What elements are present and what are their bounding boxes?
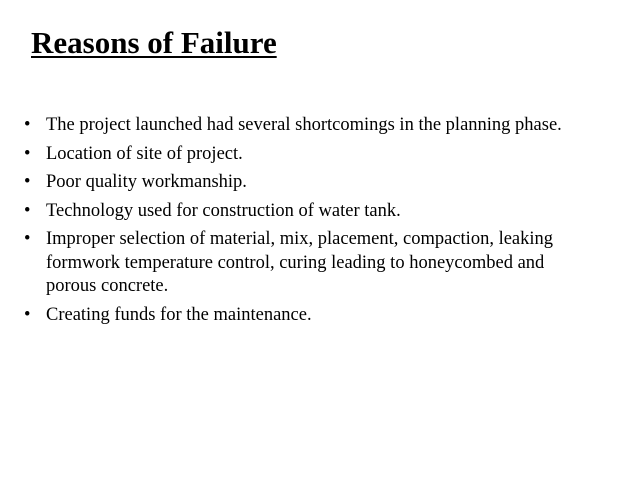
bullet-item — [24, 143, 589, 167]
bullet-dot-icon: • — [24, 143, 31, 164]
bullet-dot-icon: • — [24, 229, 31, 249]
bullet-text: Creating funds for the maintenance. — [46, 304, 312, 325]
bullet-list — [24, 114, 589, 332]
bullet-item — [24, 228, 589, 299]
bullet-text: The project launched had several shortcomings in the planning phase. — [46, 115, 562, 135]
bullet-text: Poor quality workmanship. — [46, 172, 247, 192]
slide-title: Reasons of Failure — [31, 25, 277, 60]
bullet-dot-icon: • — [24, 115, 31, 135]
bullet-item — [24, 200, 589, 224]
bullet-dot-icon: • — [24, 304, 31, 325]
bullet-text: Location of site of project. — [46, 143, 243, 164]
bullet-item — [24, 114, 589, 138]
bullet-item — [24, 304, 589, 328]
bullet-text: Technology used for construction of water tank. — [46, 200, 401, 221]
bullet-dot-icon: • — [24, 200, 31, 221]
bullet-dot-icon: • — [24, 172, 31, 192]
bullet-item — [24, 171, 589, 195]
bullet-text: Improper selection of material, mix, placement, compaction, leaking formwork temperature control, curing leading to honeycombed and porous concrete. — [46, 229, 554, 296]
